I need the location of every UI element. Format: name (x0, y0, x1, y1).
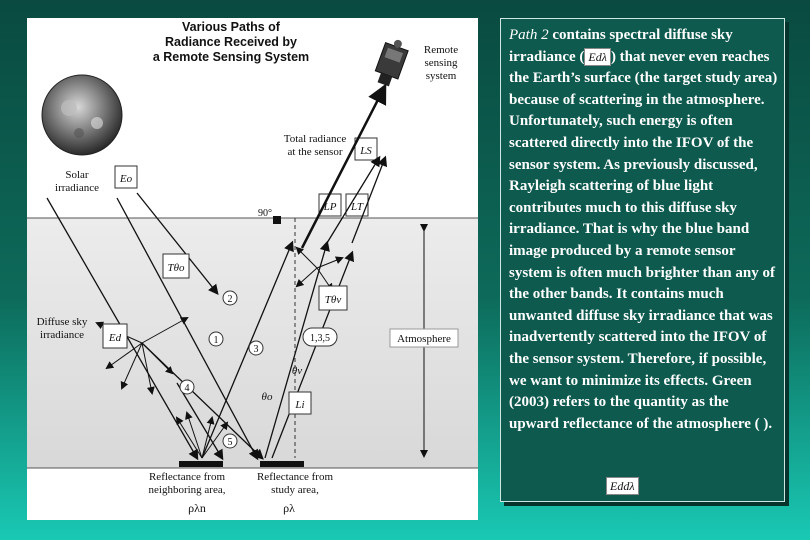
symbol-lt: LT (350, 201, 364, 213)
symbol-lp: LP (323, 201, 337, 213)
remote-label-1: Remote (423, 44, 459, 56)
path-number-3: 4 (184, 383, 190, 394)
total-radiance-label-2: at the sensor (287, 146, 343, 158)
path-number-5: 5 (227, 437, 233, 448)
text-part-2: ) that never even reaches the Earth’s surface (the target study area) because of scattering in the atmosphere. Unfortunately, such energy is often scattered directly into the IFOV of the sensor system. As previously discussed, Rayleigh scattering of blue light contributes much to this diffuse sky irradiance. That is why the blue band image produced by a remote sensor system is often much brighter than any of the other bands. It contains much unwanted diffuse sky irradiance that was inadvertently scattered into the IFOV of the sensor system. Therefore, if possible, we want to minimize its effects. Green (2003) refers to the quantity as the upward reflectance of the atmosphere ( (509, 48, 778, 432)
text-part-3: ). (763, 415, 773, 432)
path-2-lead: Path 2 (509, 27, 549, 43)
sun-image (42, 75, 122, 155)
title-line-2: Radiance Received by (164, 35, 298, 49)
right-angle-marker (273, 216, 281, 224)
neighboring-area-patch (179, 461, 223, 467)
text-part-1: contains spectral diffuse sky irradiance ( (509, 27, 733, 65)
symbol-t-theta-v: Tθv (324, 294, 342, 306)
total-radiance-label-1: Total radiance (283, 133, 347, 145)
symbol-ls: LS (360, 145, 372, 157)
symbol-li: Li (295, 399, 305, 411)
symbol-ed: Ed (108, 332, 122, 344)
explanation-panel (500, 18, 785, 502)
diffuse-sky-label-2: irradiance (40, 329, 84, 341)
study-area-patch (260, 461, 304, 467)
reflect-neighbor-label-2: neighboring area, (148, 484, 226, 496)
diagram-svg (27, 18, 478, 520)
title-line-1: Various Paths of (182, 20, 280, 34)
reflect-neighbor-label-1: Reflectance from (148, 471, 226, 483)
reflect-study-label-2: study area, (271, 484, 319, 496)
symbol-ed-lambda: Edλ (584, 48, 611, 66)
rho-study-label: ρλ (283, 501, 295, 515)
diffuse-sky-label-1: Diffuse sky (36, 316, 88, 328)
path-number-135: 1,3,5 (310, 333, 330, 344)
symbol-t-theta-o: Tθo (167, 262, 185, 274)
reflect-study-label-1: Reflectance from (256, 471, 334, 483)
theta-o-label: θo (261, 391, 273, 403)
angle-90-label: 90° (258, 208, 272, 219)
remote-label-2: sensing (424, 57, 458, 69)
path-number-1: 1 (213, 335, 219, 346)
explanation-text (509, 25, 778, 435)
satellite-icon (372, 36, 411, 88)
solar-irradiance-label-2: irradiance (55, 182, 99, 194)
remote-label-3: system (425, 70, 457, 82)
radiance-paths-diagram (27, 18, 478, 520)
theta-v-label: θv (291, 365, 303, 377)
symbol-edd-lambda: Eddλ (606, 477, 639, 495)
title-line-3: a Remote Sensing System (152, 50, 310, 64)
symbol-eo: Eo (119, 173, 133, 185)
rho-neighbor-label: ρλn (188, 501, 206, 515)
path-number-4: 3 (253, 344, 259, 355)
atmosphere-label: Atmosphere (397, 333, 451, 345)
path-number-2: 2 (227, 294, 233, 305)
solar-irradiance-label-1: Solar (65, 169, 89, 181)
